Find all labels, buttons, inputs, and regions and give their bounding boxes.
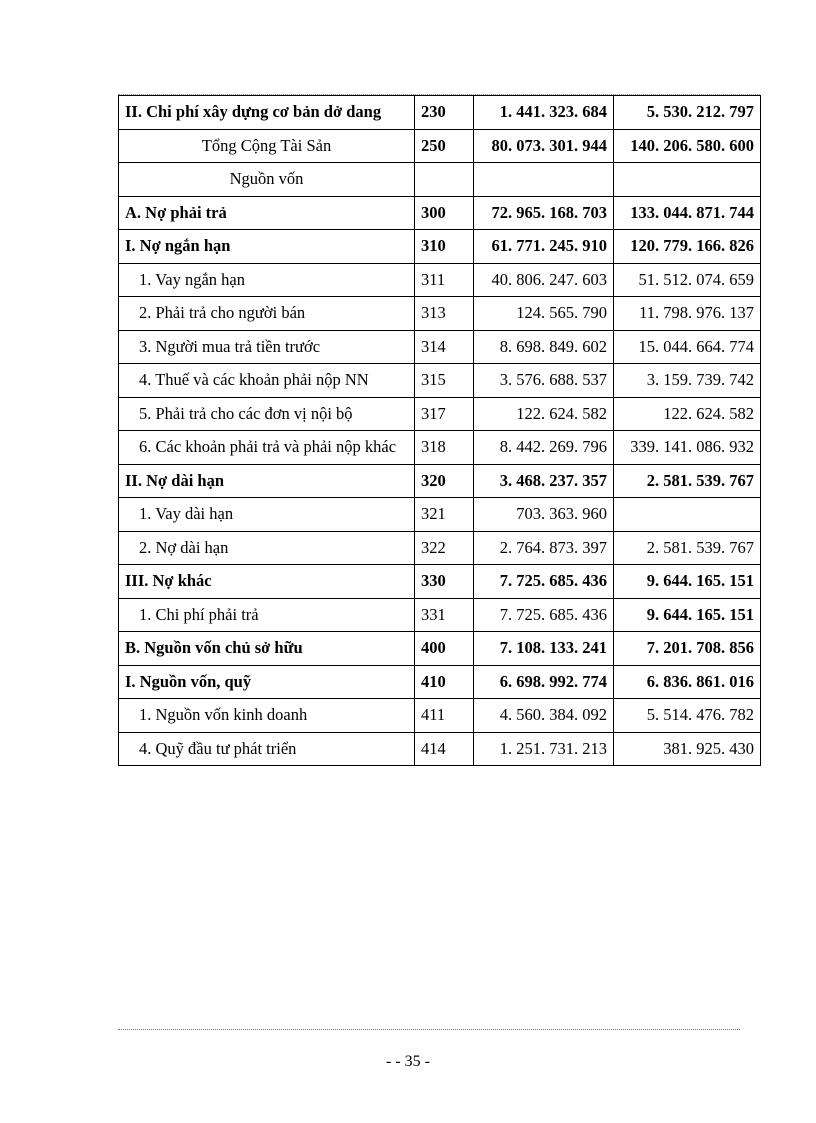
row-value-end: 5. 514. 476. 782 bbox=[614, 699, 761, 733]
row-code: 317 bbox=[415, 397, 474, 431]
row-value-end: 5. 530. 212. 797 bbox=[614, 96, 761, 130]
row-label: Nguồn vốn bbox=[119, 163, 415, 197]
row-value-start: 7. 725. 685. 436 bbox=[474, 598, 614, 632]
row-label: 6. Các khoản phải trả và phải nộp khác bbox=[119, 431, 415, 465]
row-code: 230 bbox=[415, 96, 474, 130]
row-code: 310 bbox=[415, 230, 474, 264]
row-label: 1. Vay dài hạn bbox=[119, 498, 415, 532]
table-row bbox=[119, 364, 761, 398]
balance-sheet-table bbox=[118, 95, 761, 766]
row-code: 322 bbox=[415, 531, 474, 565]
row-value-start: 124. 565. 790 bbox=[474, 297, 614, 331]
row-label: 5. Phải trả cho các đơn vị nội bộ bbox=[119, 397, 415, 431]
table-row bbox=[119, 464, 761, 498]
row-label: 4. Thuế và các khoản phải nộp NN bbox=[119, 364, 415, 398]
row-value-end: 2. 581. 539. 767 bbox=[614, 531, 761, 565]
row-value-end: 133. 044. 871. 744 bbox=[614, 196, 761, 230]
row-code: 315 bbox=[415, 364, 474, 398]
row-code: 320 bbox=[415, 464, 474, 498]
row-value-start: 6. 698. 992. 774 bbox=[474, 665, 614, 699]
row-value-start bbox=[474, 163, 614, 197]
row-value-start: 72. 965. 168. 703 bbox=[474, 196, 614, 230]
table-row bbox=[119, 263, 761, 297]
row-value-start: 4. 560. 384. 092 bbox=[474, 699, 614, 733]
table-row bbox=[119, 632, 761, 666]
row-code: 311 bbox=[415, 263, 474, 297]
row-label: A. Nợ phải trả bbox=[119, 196, 415, 230]
table-row bbox=[119, 531, 761, 565]
row-value-start: 703. 363. 960 bbox=[474, 498, 614, 532]
row-value-end: 9. 644. 165. 151 bbox=[614, 565, 761, 599]
row-value-end: 2. 581. 539. 767 bbox=[614, 464, 761, 498]
row-value-end: 140. 206. 580. 600 bbox=[614, 129, 761, 163]
row-code: 330 bbox=[415, 565, 474, 599]
row-label: 1. Vay ngắn hạn bbox=[119, 263, 415, 297]
footer-dotted-rule bbox=[118, 1029, 740, 1030]
table-row bbox=[119, 699, 761, 733]
row-code: 410 bbox=[415, 665, 474, 699]
table-row bbox=[119, 330, 761, 364]
table-row bbox=[119, 196, 761, 230]
row-value-start: 80. 073. 301. 944 bbox=[474, 129, 614, 163]
row-code: 411 bbox=[415, 699, 474, 733]
row-value-start: 40. 806. 247. 603 bbox=[474, 263, 614, 297]
row-label: B. Nguồn vốn chủ sở hữu bbox=[119, 632, 415, 666]
row-label: I. Nguồn vốn, quỹ bbox=[119, 665, 415, 699]
row-code: 321 bbox=[415, 498, 474, 532]
table-row bbox=[119, 665, 761, 699]
row-label: 2. Phải trả cho người bán bbox=[119, 297, 415, 331]
row-value-start: 7. 725. 685. 436 bbox=[474, 565, 614, 599]
row-value-end: 15. 044. 664. 774 bbox=[614, 330, 761, 364]
row-label: 1. Chi phí phải trả bbox=[119, 598, 415, 632]
table-row bbox=[119, 297, 761, 331]
table-row bbox=[119, 598, 761, 632]
row-value-end: 51. 512. 074. 659 bbox=[614, 263, 761, 297]
row-value-end: 11. 798. 976. 137 bbox=[614, 297, 761, 331]
row-value-start: 1. 251. 731. 213 bbox=[474, 732, 614, 766]
row-label: 4. Quỹ đầu tư phát triển bbox=[119, 732, 415, 766]
row-code: 414 bbox=[415, 732, 474, 766]
row-code: 300 bbox=[415, 196, 474, 230]
row-label: I. Nợ ngắn hạn bbox=[119, 230, 415, 264]
table-row bbox=[119, 565, 761, 599]
row-value-end: 7. 201. 708. 856 bbox=[614, 632, 761, 666]
row-value-end: 339. 141. 086. 932 bbox=[614, 431, 761, 465]
row-value-end bbox=[614, 498, 761, 532]
row-code: 313 bbox=[415, 297, 474, 331]
row-label: 2. Nợ dài hạn bbox=[119, 531, 415, 565]
row-value-start: 61. 771. 245. 910 bbox=[474, 230, 614, 264]
row-value-end: 120. 779. 166. 826 bbox=[614, 230, 761, 264]
row-code: 314 bbox=[415, 330, 474, 364]
row-label: Tổng Cộng Tài Sản bbox=[119, 129, 415, 163]
row-value-end: 6. 836. 861. 016 bbox=[614, 665, 761, 699]
row-code: 318 bbox=[415, 431, 474, 465]
table-row bbox=[119, 163, 761, 197]
row-label: III. Nợ khác bbox=[119, 565, 415, 599]
table-row bbox=[119, 129, 761, 163]
row-code: 400 bbox=[415, 632, 474, 666]
row-value-start: 7. 108. 133. 241 bbox=[474, 632, 614, 666]
row-value-start: 2. 764. 873. 397 bbox=[474, 531, 614, 565]
row-code: 331 bbox=[415, 598, 474, 632]
row-code bbox=[415, 163, 474, 197]
row-label: 3. Người mua trả tiền trước bbox=[119, 330, 415, 364]
row-value-start: 3. 576. 688. 537 bbox=[474, 364, 614, 398]
row-label: II. Nợ dài hạn bbox=[119, 464, 415, 498]
row-value-end: 381. 925. 430 bbox=[614, 732, 761, 766]
row-value-start: 8. 442. 269. 796 bbox=[474, 431, 614, 465]
row-label: II. Chi phí xây dựng cơ bản dở dang bbox=[119, 96, 415, 130]
table-row bbox=[119, 96, 761, 130]
table-row bbox=[119, 732, 761, 766]
row-label: 1. Nguồn vốn kinh doanh bbox=[119, 699, 415, 733]
row-value-end: 9. 644. 165. 151 bbox=[614, 598, 761, 632]
page-number: - - 35 - bbox=[386, 1053, 430, 1070]
row-value-end: 3. 159. 739. 742 bbox=[614, 364, 761, 398]
row-value-start: 122. 624. 582 bbox=[474, 397, 614, 431]
row-code: 250 bbox=[415, 129, 474, 163]
row-value-start: 8. 698. 849. 602 bbox=[474, 330, 614, 364]
table-row bbox=[119, 498, 761, 532]
table-row bbox=[119, 431, 761, 465]
table-row bbox=[119, 230, 761, 264]
row-value-end bbox=[614, 163, 761, 197]
row-value-start: 3. 468. 237. 357 bbox=[474, 464, 614, 498]
row-value-start: 1. 441. 323. 684 bbox=[474, 96, 614, 130]
row-value-end: 122. 624. 582 bbox=[614, 397, 761, 431]
table-row bbox=[119, 397, 761, 431]
